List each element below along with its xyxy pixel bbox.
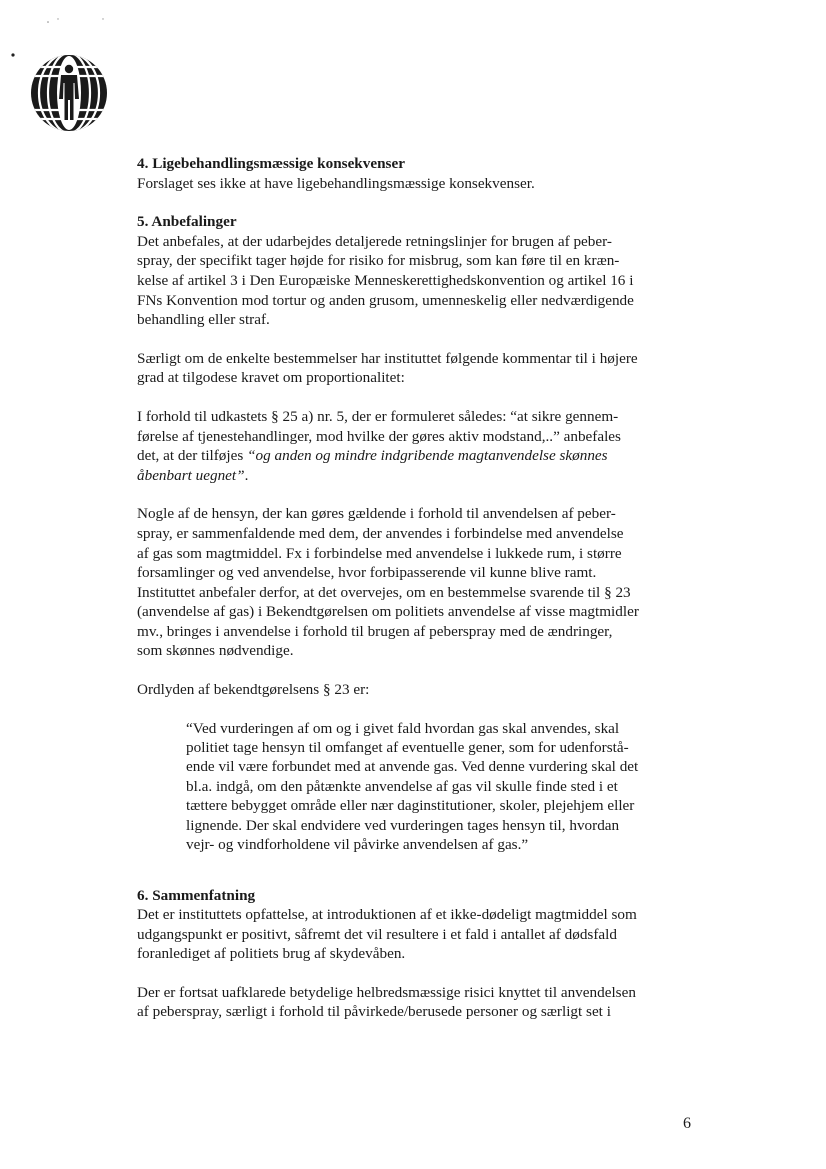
text-line xyxy=(137,466,697,486)
text-line: Der er fortsat uafklarede betydelige helbredsmæssige risici knyttet til anvendelsen xyxy=(137,983,636,1001)
section-heading: 5. Anbefalinger xyxy=(137,213,237,231)
quote-line: politiet tage hensyn til omfanget af eventuelle gener, som for udenforstå- xyxy=(186,739,629,757)
italic-text-run: åbenbart uegnet” xyxy=(137,466,245,484)
section-heading: 6. Sammenfatning xyxy=(137,886,256,904)
block-quote xyxy=(186,719,697,855)
quote-line: tættere bebygget område eller nær daginstitutioner, skoler, plejehjem eller xyxy=(186,797,635,815)
spacer xyxy=(137,874,697,886)
text-line: Det er instituttets opfattelse, at introduktionen af et ikke-dødeligt magtmiddel som xyxy=(137,906,637,924)
page-number: 6 xyxy=(683,1115,691,1132)
quote-line: ende vil være forbundet med at anvende gas. Ved denne vurdering skal det xyxy=(186,758,639,776)
quote-line: vejr- og vindforholdene vil påvirke anvendelsen af gas.” xyxy=(186,836,529,854)
text-line: Ordlyden af bekendtgørelsens § 23 er: xyxy=(137,681,370,699)
text-line: mv., bringes i anvendelse i forhold til brugen af peberspray med de ændringer, xyxy=(137,622,613,640)
text-line xyxy=(137,446,697,466)
text-line: Det anbefales, at der udarbejdes detaljerede retningslinjer for brugen af peber- xyxy=(137,232,612,250)
paragraph-fortsat xyxy=(137,983,697,1022)
text-line: kelse af artikel 3 i Den Europæiske Menneskerettighedskonvention og artikel 16 i xyxy=(137,271,634,289)
text-run: det, at der tilføjes xyxy=(137,447,248,465)
section-4 xyxy=(137,154,697,193)
document-body xyxy=(137,154,697,1041)
italic-text-run: “og anden og mindre indgribende magtanvendelse skønnes xyxy=(247,447,608,465)
quote-line: bl.a. indgå, om den påtænkte anvendelse af gas vil skulle finde sted i et xyxy=(186,777,618,795)
paragraph-saerligt xyxy=(137,349,697,388)
text-line: I forhold til udkastets § 25 a) nr. 5, der er formuleret således: “at sikre gennem- xyxy=(137,407,619,425)
text-line: af gas som magtmiddel. Fx i forbindelse med anvendelse i lukkede rum, i større xyxy=(137,544,622,562)
text-line: spray, der specifikt tager højde for risiko for misbrug, som kan føre til en kræn- xyxy=(137,252,620,270)
human-figure-globe-logo xyxy=(30,54,108,132)
text-line: Nogle af de hensyn, der kan gøres gældende i forhold til anvendelsen af peber- xyxy=(137,505,616,523)
text-line: behandling eller straf. xyxy=(137,311,270,329)
text-line: som skønnes nødvendige. xyxy=(137,642,294,660)
text-line: af peberspray, særligt i forhold til påvirkede/berusede personer og særligt set i xyxy=(137,1003,611,1021)
paragraph-nogle xyxy=(137,504,697,661)
paragraph-ordlyden xyxy=(137,680,697,700)
paragraph-forhold xyxy=(137,407,697,485)
text-run: . xyxy=(244,466,249,484)
text-line: foranlediget af politiets brug af skydevåben. xyxy=(137,945,406,963)
text-line: forsamlinger og ved anvendelse, hvor forbipasserende vil kunne blive ramt. xyxy=(137,564,597,582)
text-line: spray, er sammenfaldende med dem, der anvendes i forbindelse med anvendelse xyxy=(137,524,624,542)
quote-line: “Ved vurderingen af om og i givet fald hvordan gas skal anvendes, skal xyxy=(186,719,620,737)
text-line: Særligt om de enkelte bestemmelser har instituttet følgende kommentar til i højere xyxy=(137,349,638,367)
text-line: grad at tilgodese kravet om proportionalitet: xyxy=(137,369,405,387)
text-line: Forslaget ses ikke at have ligebehandlingsmæssige konsekvenser. xyxy=(137,174,535,192)
text-line: (anvendelse af gas) i Bekendtgørelsen om politiets anvendelse af visse magtmidler xyxy=(137,603,639,621)
section-heading: 4. Ligebehandlingsmæssige konsekvenser xyxy=(137,155,405,172)
text-line: Instituttet anbefaler derfor, at det overvejes, om en bestemmelse svarende til § 23 xyxy=(137,583,631,601)
section-5 xyxy=(137,212,697,330)
section-6 xyxy=(137,886,697,964)
text-line: FNs Konvention mod tortur og anden grusom, umenneskelig eller nedværdigende xyxy=(137,291,634,309)
text-line: førelse af tjenestehandlinger, mod hvilke der gøres aktiv modstand,..” anbefales xyxy=(137,427,621,445)
text-line: udgangspunkt er positivt, såfremt det vil resultere i et fald i antallet af dødsfald xyxy=(137,925,617,943)
quote-line: lignende. Der skal endvidere ved vurderingen tages hensyn til, hvordan xyxy=(186,816,620,834)
